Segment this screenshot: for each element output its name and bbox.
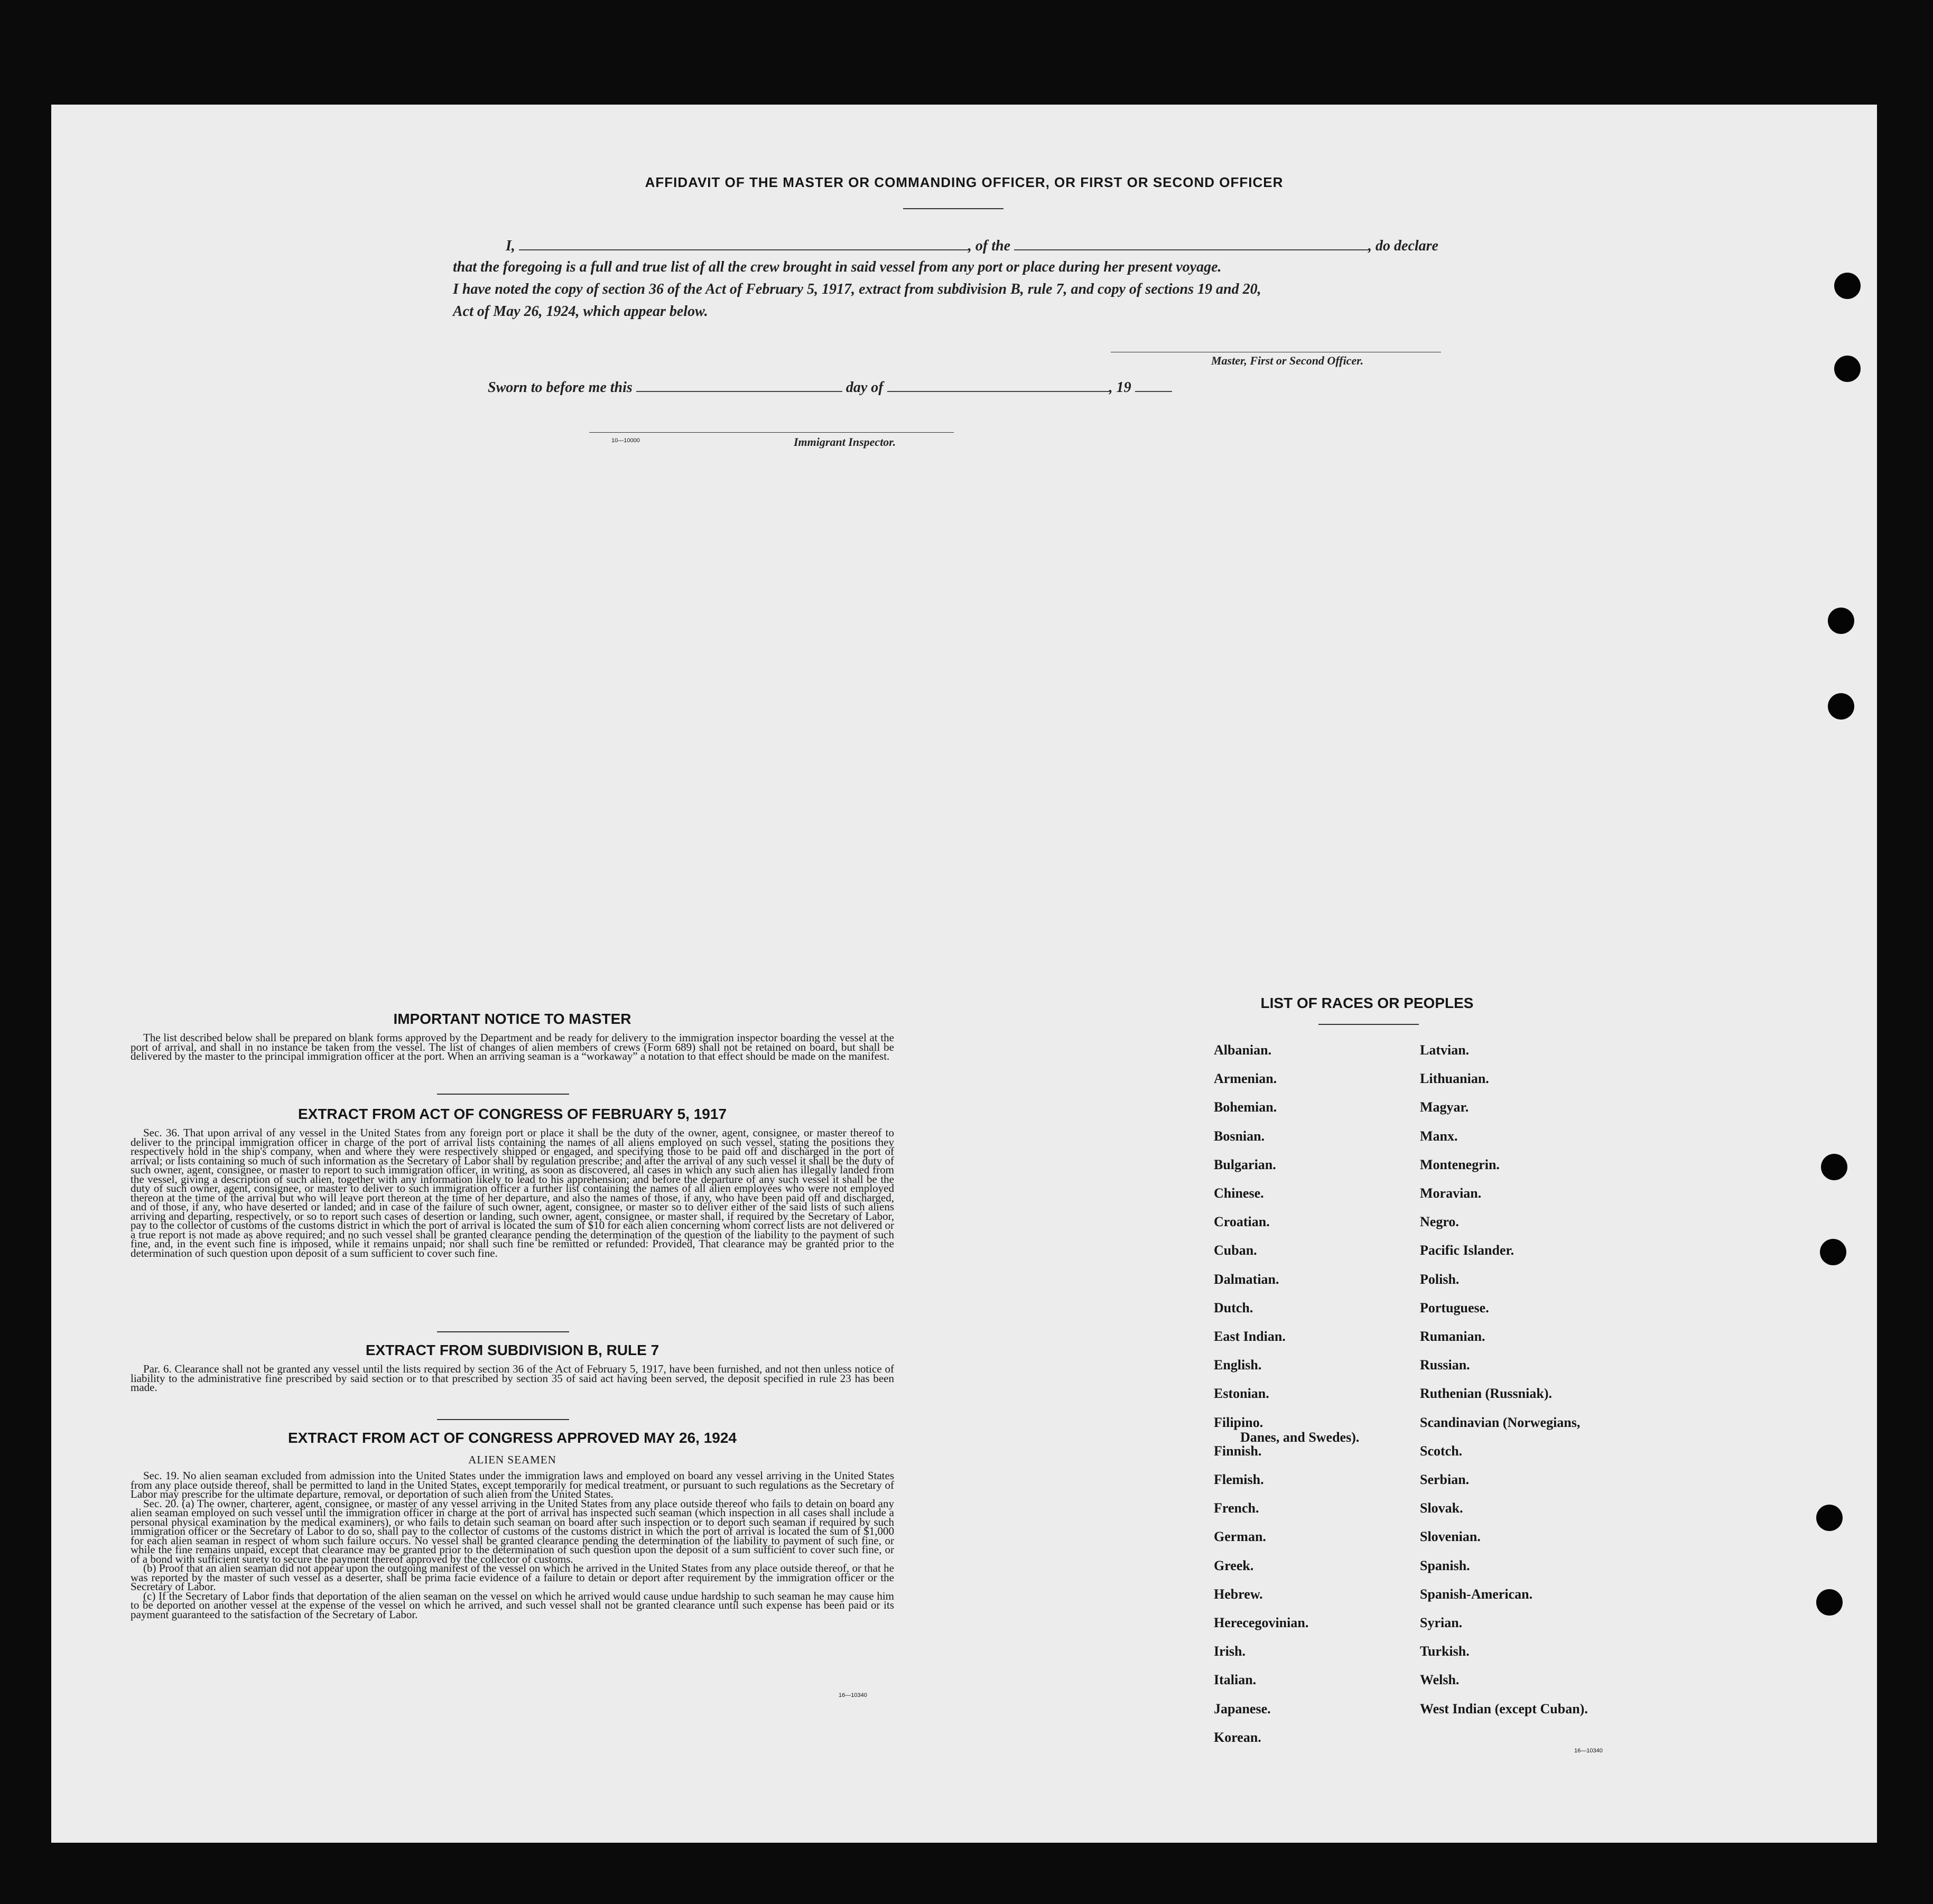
notice-text: The list described below shall be prepared on blank forms approved by the Department and be ready for delivery to the immigration inspector boarding the vessel at the port of arrival, and shall in no instance be taken from the vessel. The list of changes of alien members of crews (Form 689) shall not be retained on board, but shall be delivered by the master to the principal immigration officer at the port. When an arriving seaman is a “workaway” a notation to that effect should be made on the manifest. <box>131 1031 894 1062</box>
race-item: English. <box>1214 1357 1262 1373</box>
sworn-line <box>488 378 1172 396</box>
signature-label: Master, First or Second Officer. <box>1211 354 1364 367</box>
race-item: Korean. <box>1214 1730 1261 1745</box>
vessel-blank[interactable] <box>1014 237 1368 250</box>
punch-hole <box>1834 273 1861 299</box>
extract-1917-text: Sec. 36. That upon arrival of any vessel in the United States from any foreign port or place it shall be the duty of the owner, agent, consignee, or master thereof to deliver to the principal immigration officer in charge of the port of arrival lists containing the names of all aliens employed on such vessel, stating the positions they respectively hold in the ship's company, when and where they were respectively shipped or engaged, and specifying those to be paid off and discharged in the port of arrival; or lists containing so much of such information as the Secretary of Labor shall by regulation prescribe; and after the arrival of any such vessel it shall be the duty of such owner, agent, consignee, or master to report to such immigration officer, in writing, as soon as discovered, all cases in which any such alien has illegally landed from the vessel, giving a description of such alien, together with any information likely to lead to his apprehension; and before the departure of any such vessel it shall be the duty of such owner, agent, consignee, or master to deliver to such immigration officer a further list containing the names of all alien employees who were not employed thereon at the time of the arrival but who will leave port thereon at the time of her departure, and also the names of those, if any, who have been paid off and discharged, and of those, if any, who have deserted or landed; and in case of the failure of such owner, agent, consignee, or master so to deliver either of the said lists of such aliens arriving and departing, respectively, or so to report such cases of desertion or landing, such owner, agent, consignee, or master shall, if required by the Secretary of Labor, pay to the collector of customs of the customs district in which the port of arrival is located the sum of $10 for each alien concerning whom correct lists are not delivered or a true report is not made as above required; and no such vessel shall be granted clearance pending the determination of the question of the liability to the payment of such fine, and, in the event such fine is imposed, while it remains unpaid; nor shall such fine be remitted or refunded: Provided, That clearance may be granted prior to the determination of such question upon deposit of a sum sufficient to cover such fine. <box>131 1126 894 1259</box>
race-item: West Indian (except Cuban). <box>1420 1701 1588 1716</box>
punch-hole <box>1821 1154 1847 1180</box>
sec20b-text: (b) Proof that an alien seaman did not appear upon the outgoing manifest of the vessel on which he arrived in the United States from any place outside thereof, or that he was reported by the master of such vessel as a deserter, shall be prima facie evidence of a failure to detain or deport after requirement by the immigration officer or the Secretary of Labor. <box>131 1562 894 1593</box>
extract-1924-title: EXTRACT FROM ACT OF CONGRESS APPROVED MAY 26, 1924 <box>288 1430 737 1446</box>
affidavit-line-4: Act of May 26, 1924, which appear below. <box>453 303 708 320</box>
race-item: Spanish. <box>1420 1558 1470 1573</box>
race-item: Albanian. <box>1214 1042 1272 1058</box>
sworn-month-blank[interactable] <box>887 378 1109 392</box>
race-item: Finnish. <box>1214 1443 1262 1459</box>
extract-1917-title: EXTRACT FROM ACT OF CONGRESS OF FEBRUARY 5, 1917 <box>298 1106 727 1122</box>
sec19-text: Sec. 19. No alien seaman excluded from admission into the United States under the immigration laws and employed on board any vessel arriving in the United States from any place outside thereof, shall be permitted to land in the United States, except temporarily for medical treatment, or pursuant to such regulations as the Secretary of Labor may prescribe for the ultimate departure, removal, or deportation of such alien from the United States. <box>131 1469 894 1500</box>
race-item: Irish. <box>1214 1644 1246 1659</box>
race-item: Rumanian. <box>1420 1329 1485 1344</box>
race-item: Montenegrin. <box>1420 1157 1500 1172</box>
race-item: Japanese. <box>1214 1701 1271 1716</box>
punch-hole <box>1816 1589 1843 1616</box>
race-item: East Indian. <box>1214 1329 1286 1344</box>
race-item: Armenian. <box>1214 1071 1277 1086</box>
rule7-title: EXTRACT FROM SUBDIVISION B, RULE 7 <box>365 1342 659 1358</box>
punch-hole <box>1828 608 1854 634</box>
race-item: Greek. <box>1214 1558 1254 1573</box>
sworn-text: Sworn to before me this <box>488 379 633 396</box>
race-item: Scandinavian (Norwegians, <box>1420 1415 1581 1430</box>
races-title: LIST OF RACES OR PEOPLES <box>1260 995 1474 1011</box>
race-item: Slovak. <box>1420 1500 1463 1516</box>
race-item: Manx. <box>1420 1128 1458 1144</box>
sec20c-text: (c) If the Secretary of Labor finds that deportation of the alien seaman on the vessel on which he arrived would cause undue hardship to such seaman he may cause him to be deported on another vessel at the expense of the vessel on which he arrived, and such vessel shall not be granted clearance until such expense has been paid or its payment guaranteed to the satisfaction of the Secretary of Labor. <box>131 1589 894 1621</box>
affidavit-i: I, <box>506 238 515 254</box>
race-item: Bulgarian. <box>1214 1157 1276 1172</box>
affidavit-declare: , do declare <box>1368 238 1438 254</box>
inspector-code: 10—10000 <box>611 437 640 444</box>
document-page <box>51 105 1877 1843</box>
race-item: Scotch. <box>1420 1443 1463 1459</box>
race-item: Russian. <box>1420 1357 1470 1373</box>
sworn-day-of: day of <box>845 379 884 396</box>
race-item: Bohemian. <box>1214 1099 1277 1115</box>
affidavit-line-3: I have noted the copy of section 36 of the Act of February 5, 1917, extract from subdivision B, rule 7, and copy of sections 19 and 20, <box>453 281 1261 297</box>
inspector-label: Immigrant Inspector. <box>794 435 896 449</box>
sworn-day-blank[interactable] <box>636 378 842 392</box>
race-item: Negro. <box>1420 1214 1459 1229</box>
punch-hole <box>1828 693 1854 720</box>
notice-title: IMPORTANT NOTICE TO MASTER <box>393 1011 631 1027</box>
race-item: Dutch. <box>1214 1300 1253 1315</box>
extract-form-code: 16—10340 <box>839 1692 867 1698</box>
affidavit-line-2: that the foregoing is a full and true list of all the crew brought in said vessel from any port or place during her present voyage. <box>453 259 1222 275</box>
inspector-line[interactable] <box>589 432 954 433</box>
race-item: Pacific Islander. <box>1420 1243 1514 1258</box>
sec20a-text: Sec. 20. (a) The owner, charterer, agent, consignee, or master of any vessel arriving in the United States from any place outside thereof who fails to detain on board any alien seaman employed on such vessel until the immigration officer in charge at the port of arrival has inspected such seaman (which inspection in all cases shall include a personal physical examination by the medical examiners), or who fails to detain such seaman on board after such inspection or to deport such seaman if required by such immigration officer or the Secretary of Labor to do so, shall pay to the collector of customs of the customs district in which the port of arrival is located the sum of $1,000 for each alien seaman in respect of whom such failure occurs. No vessel shall be granted clearance pending the determination of the liability to payment of such fine, or while the fine remains unpaid, except that clearance may be granted prior to the determination of such question upon the deposit of a sum sufficient to cover such fine, or of a bond with sufficient surety to secure the payment thereof approved by the collector of customs. <box>131 1497 894 1565</box>
races-divider <box>1318 1024 1419 1025</box>
notice-text-block <box>131 1033 894 1061</box>
alien-seamen-subtitle: ALIEN SEAMEN <box>468 1453 556 1466</box>
title-divider <box>903 208 1003 209</box>
race-item: Cuban. <box>1214 1243 1257 1258</box>
race-item: Filipino. <box>1214 1415 1263 1430</box>
race-item: Welsh. <box>1420 1672 1460 1687</box>
race-item: Latvian. <box>1420 1042 1470 1058</box>
race-item: Herecegovinian. <box>1214 1615 1309 1630</box>
sworn-year-prefix: , 19 <box>1109 379 1131 396</box>
races-form-code: 16—10340 <box>1574 1748 1603 1754</box>
extract-1917-block <box>131 1128 894 1258</box>
sworn-year-blank[interactable] <box>1135 378 1172 392</box>
punch-hole <box>1834 356 1861 382</box>
race-item: Polish. <box>1420 1272 1460 1287</box>
race-item: Flemish. <box>1214 1472 1264 1487</box>
punch-hole <box>1820 1239 1846 1265</box>
race-item: Magyar. <box>1420 1099 1469 1115</box>
race-item: Spanish-American. <box>1420 1586 1533 1602</box>
race-item: Chinese. <box>1214 1186 1264 1201</box>
divider-1 <box>437 1094 569 1095</box>
race-item: Danes, and Swedes). <box>1240 1430 1360 1445</box>
divider-3 <box>437 1419 569 1420</box>
extract-1924-block <box>131 1471 894 1619</box>
race-item: Dalmatian. <box>1214 1272 1279 1287</box>
race-item: Turkish. <box>1420 1644 1470 1659</box>
race-item: Serbian. <box>1420 1472 1470 1487</box>
punch-hole <box>1816 1505 1843 1531</box>
rule7-block <box>131 1362 894 1394</box>
race-item: Croatian. <box>1214 1214 1270 1229</box>
race-item: Ruthenian (Russniak). <box>1420 1386 1552 1401</box>
race-item: Italian. <box>1214 1672 1257 1687</box>
race-item: Portuguese. <box>1420 1300 1489 1315</box>
divider-2 <box>437 1331 569 1332</box>
affidavit-of-the: , of the <box>968 238 1011 254</box>
rule7-text: Par. 6. Clearance shall not be granted any vessel until the lists required by section 36 of the Act of February 5, 1917, have been furnished, and not then unless notice of liability to the administrative fine prescribed by said section or to that prescribed by section 35 of said act having been served, the deposit specified in rule 23 has been made. <box>131 1362 894 1394</box>
race-item: Syrian. <box>1420 1615 1463 1630</box>
race-item: German. <box>1214 1529 1266 1544</box>
race-item: Bosnian. <box>1214 1128 1265 1144</box>
race-item: Estonian. <box>1214 1386 1269 1401</box>
name-blank[interactable] <box>519 237 968 250</box>
race-item: Moravian. <box>1420 1186 1482 1201</box>
race-item: Hebrew. <box>1214 1586 1263 1602</box>
race-item: French. <box>1214 1500 1259 1516</box>
affidavit-title: AFFIDAVIT OF THE MASTER OR COMMANDING OFFICER, OR FIRST OR SECOND OFFICER <box>645 174 1284 190</box>
race-item: Lithuanian. <box>1420 1071 1489 1086</box>
affidavit-body <box>453 237 1520 325</box>
race-item: Slovenian. <box>1420 1529 1481 1544</box>
